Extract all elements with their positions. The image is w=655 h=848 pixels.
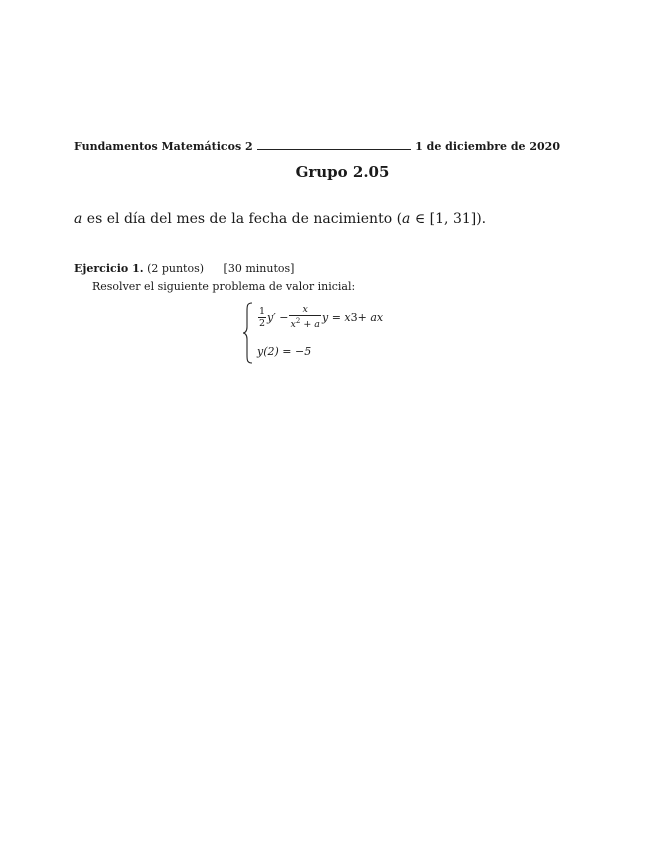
equation-system xyxy=(241,301,421,365)
eq1-tail: + ax xyxy=(357,310,384,324)
page-header xyxy=(74,140,560,156)
exercise-points: (2 puntos) xyxy=(147,262,205,275)
exercise-label: Ejercicio 1. xyxy=(74,262,144,275)
group-title: Grupo 2.05 xyxy=(295,163,390,181)
frac1-numerator: 1 xyxy=(259,305,266,317)
frac1-denominator: 2 xyxy=(259,317,266,329)
initial-condition xyxy=(257,345,311,358)
frac2-numerator: x xyxy=(302,304,308,315)
intro-sentence xyxy=(74,211,486,227)
intro-text: es el día del mes de la fecha de nacimiento ( xyxy=(82,211,403,227)
initial-condition-text: y(2) = −5 xyxy=(257,345,312,358)
eq1-term-y-equals: y = x xyxy=(321,310,351,324)
var-a-2: a xyxy=(402,211,411,227)
exercise-time: [30 minutos] xyxy=(223,262,295,275)
differential-equation: $\frac{1}{2}$ y′ − $\frac{x}{x^2 + a}$ y = x 3 + ax xyxy=(259,304,384,330)
eq1-term-y-prime: y′ − xyxy=(267,310,289,324)
course-name: Fundamentos Matemáticos 2 xyxy=(74,140,253,153)
frac2-den-x: x xyxy=(290,319,296,330)
frac2-denominator: $x^2 + a$ xyxy=(290,317,320,330)
left-brace-icon xyxy=(241,301,255,365)
exercise-statement: Resolver el siguiente problema de valor inicial: xyxy=(92,280,356,293)
fraction-x-over xyxy=(289,304,321,330)
frac2-den-a: + a xyxy=(300,319,320,330)
fraction-one-half xyxy=(258,306,266,329)
exam-date: 1 de diciembre de 2020 xyxy=(415,140,560,153)
var-a: a xyxy=(74,211,83,227)
exercise-heading xyxy=(74,262,294,275)
intro-rest: ∈ [1, 31]). xyxy=(410,211,487,227)
header-rule xyxy=(257,140,412,150)
